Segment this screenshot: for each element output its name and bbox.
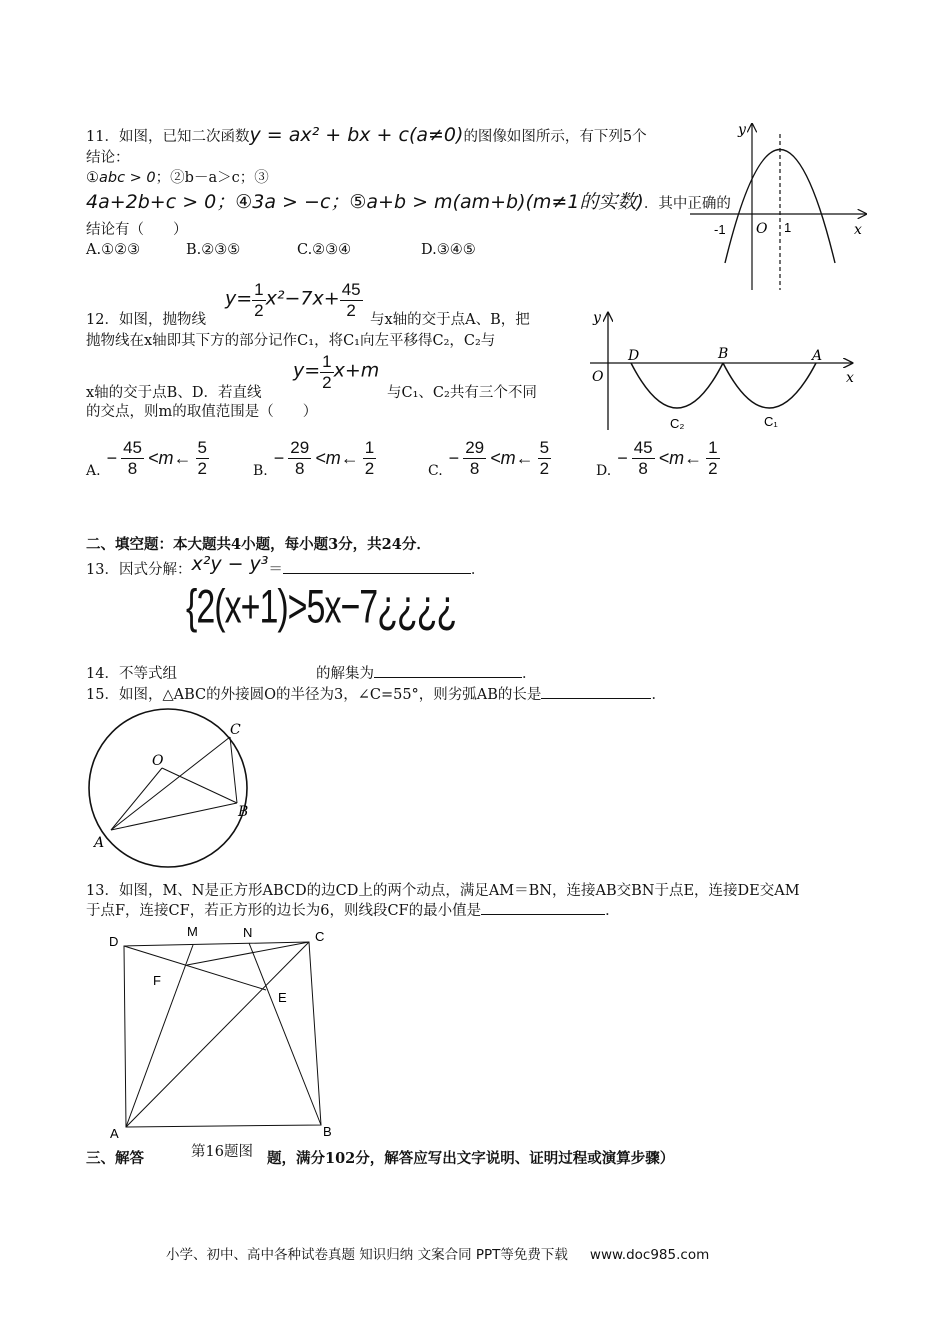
q11-line4: 4a+2b+c > 0；④3a > −c；⑤a+b > m(am+b)(m≠1的实数)．其中正确的 <box>86 191 731 213</box>
segment-cf <box>187 942 309 965</box>
q13-factor: 13．因式分解：x²y − y³＝ ． <box>86 553 486 578</box>
side-ac <box>111 737 230 830</box>
graph-point-b: B <box>718 346 729 362</box>
section-3-heading-start: 三、解答 <box>86 1150 144 1167</box>
graph-label-c1: C₁ <box>764 414 778 429</box>
section-2-heading: 二、填空题：本大题共4小题，每小题3分，共24分． <box>86 536 431 553</box>
label-c: C <box>315 929 325 944</box>
graph-origin-label: O <box>756 221 768 237</box>
footer-url[interactable]: www.doc985.com <box>589 1247 710 1263</box>
label-a: A <box>94 835 105 851</box>
q11-line2: 结论： <box>86 150 130 166</box>
segment-de <box>124 946 266 990</box>
q13-answer-blank[interactable] <box>283 559 471 574</box>
q11-option-a: A.①②③ <box>86 242 141 258</box>
q11-option-d: D.③④⑤ <box>421 242 476 258</box>
label-b: B <box>238 804 249 820</box>
label-e: E <box>278 990 287 1005</box>
section-3-heading-end: 题，满分102分，解答应写出文字说明、证明过程或演算步骤） <box>267 1150 675 1167</box>
graph-point-d: D <box>628 348 640 364</box>
q16-square-figure <box>104 920 344 1140</box>
graph-point-a: A <box>812 348 823 364</box>
q16-line2: 于点F，连接CF，若正方形的边长为6，则线段CF的最小值是 ． <box>86 900 620 921</box>
q16-figure-caption: 第16题图 <box>187 1142 257 1162</box>
q11-option-c: C.②③④ <box>297 242 352 258</box>
q14-line: 14．不等式组 的解集为 ． <box>86 663 536 684</box>
label-b: B <box>323 1124 332 1139</box>
q12-parabola-graph <box>588 308 863 440</box>
q11-option-b: B.②③⑤ <box>186 242 241 258</box>
q12-line3b: 与C₁、C₂共有三个不同 <box>387 385 537 401</box>
label-f: F <box>153 973 161 988</box>
q12-line4: 的交点，则m的取值范围是（ ） <box>86 404 318 420</box>
q14-system-image: {2(x+1)>5x−7¿¿¿¿ <box>186 580 457 634</box>
q15-line: 15．如图，△ABC的外接圆O的半径为3，∠C=55°，则劣弧AB的长是 ． <box>86 684 666 705</box>
label-m: M <box>187 924 198 939</box>
q11-function-expr: y = ax² + bx + c(a≠0) <box>249 124 464 146</box>
radius-ob <box>162 768 237 803</box>
q12-option-a: A. − $\frac{45}{8}$ <m← $\frac{5}{2}$ <box>86 438 207 479</box>
segment-bn <box>249 943 321 1125</box>
q11-line5: 结论有（ ） <box>86 222 188 238</box>
graph-y-label: y <box>738 122 746 138</box>
q12-option-d: D. − $\frac{45}{8}$ <m← $\frac{1}{2}$ <box>596 438 718 479</box>
q12-line-equation: y= $\frac{1}{2}$ x+m <box>293 352 380 392</box>
label-o: O <box>152 753 164 769</box>
graph-x-label: x <box>846 370 854 386</box>
q12-line3a: x轴的交于点B、D．若直线 <box>86 385 262 401</box>
q12-option-b: B. − $\frac{29}{8}$ <m← $\frac{1}{2}$ <box>253 438 375 479</box>
q15-circle-figure <box>84 715 264 865</box>
graph-one-label: 1 <box>784 220 792 235</box>
label-n: N <box>243 925 253 940</box>
graph-x-label: x <box>854 222 862 238</box>
q16-answer-blank[interactable] <box>481 900 605 915</box>
label-d: D <box>109 934 119 949</box>
q12-option-c: C. − $\frac{29}{8}$ <m← $\frac{5}{2}$ <box>428 438 550 479</box>
graph-neg1-label: -1 <box>714 222 726 237</box>
graph-y-label: y <box>593 310 601 326</box>
q11-line1: 11．如图，已知二次函数y = ax² + bx + c(a≠0)的图像如图所示，有下列5个 <box>86 124 647 146</box>
q12-after: 与x轴的交于点A、B，把 <box>370 312 530 328</box>
segment-ac <box>126 942 309 1127</box>
q14-answer-blank[interactable] <box>374 663 522 678</box>
label-c: C <box>230 722 241 738</box>
label-a: A <box>110 1126 119 1141</box>
curve-c2 <box>631 363 723 408</box>
q12-equation: y= $\frac{1}{2}$ x²−7x+ $\frac{45}{2}$ <box>225 280 361 320</box>
graph-label-c2: C₂ <box>670 416 685 431</box>
q11-parabola-graph <box>680 118 880 298</box>
circumcircle <box>89 709 247 867</box>
curve-c1 <box>723 363 816 408</box>
q11-line3: ①abc > 0；②b－a＞c；③ <box>86 170 269 186</box>
q15-answer-blank[interactable] <box>541 684 651 699</box>
q16-line1: 13．如图，M、N是正方形ABCD的边CD上的两个动点，满足AM＝BN，连接AB交BN于点E，连接DE交AM <box>86 883 800 899</box>
graph-origin-label: O <box>592 369 604 385</box>
q12-line2: 抛物线在x轴即其下方的部分记作C₁，将C₁向左平移得C₂，C₂与 <box>86 333 496 349</box>
q12-intro: 12．如图，抛物线 <box>86 312 206 328</box>
page-footer: 小学、初中、高中各种试卷真题 知识归纳 文案合同 PPT等免费下载 www.doc985.com <box>166 1247 710 1263</box>
